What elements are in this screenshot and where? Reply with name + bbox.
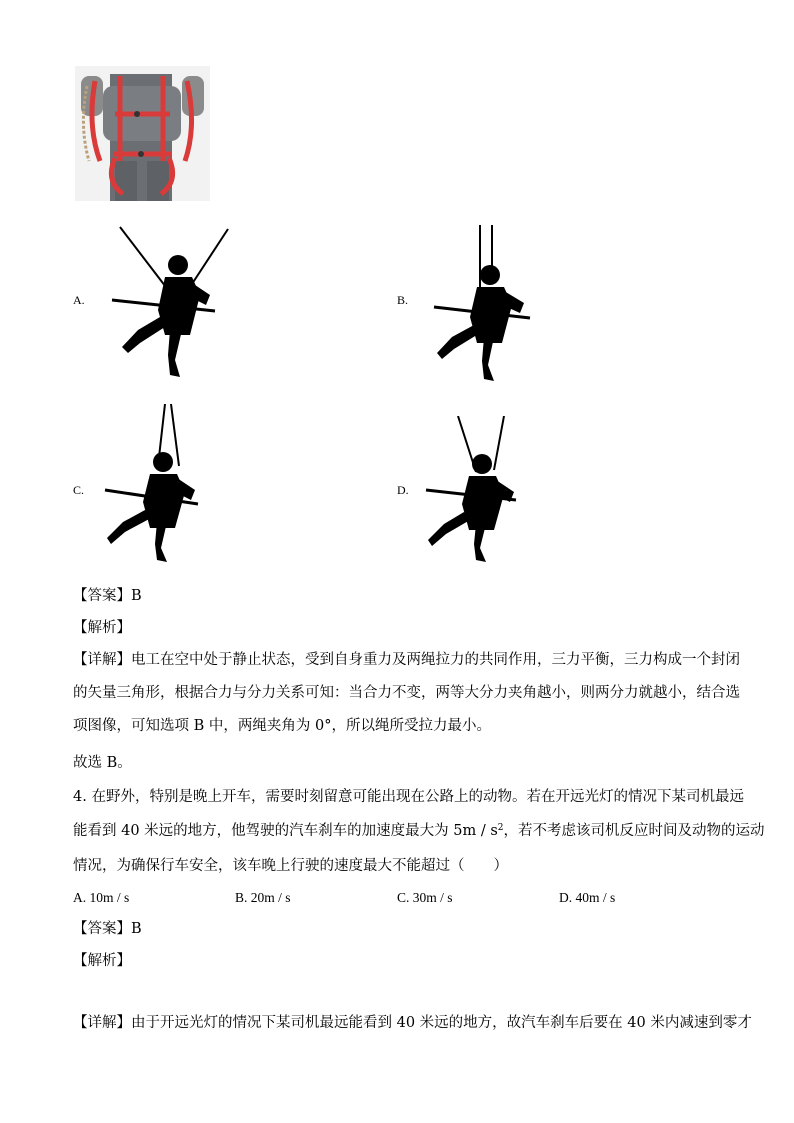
option-c-label: C. [73, 483, 85, 497]
q4-exponent: 2 [497, 823, 504, 833]
detail-text-1: 电工在空中处于静止状态，受到自身重力及两绳拉力的共同作用，三力平衡，三力构成一个封闭 [131, 652, 740, 668]
q4-choice-d: D. 40m / s [559, 890, 616, 905]
q4-choice-b: B. 20m / s [235, 890, 291, 905]
safety-harness-image [75, 66, 210, 201]
q4-answer-tag: 【答案】 [73, 921, 131, 937]
answer-tag: 【答案】 [73, 588, 131, 604]
q3-answer [73, 586, 142, 606]
q4-stem-line-1: 4. 在野外，特别是晚上开车，需要时刻留意可能出现在公路上的动物。若在开远光灯的情况下某司机最远 [73, 789, 744, 805]
q3-detail-line-1 [73, 650, 740, 670]
q4-answer [73, 919, 142, 939]
safety-harness-photo [75, 66, 210, 201]
q3-detail-line-3: 项图像，可知选项 B 中，两绳夹角为 0°，所以绳所受拉力最小。 [73, 718, 491, 734]
q4-stem-line-2-pre: 能看到 40 米远的地方，他驾驶的汽车刹车的加速度最大为 5m / s [73, 823, 498, 839]
detail-tag: 【详解】 [73, 652, 131, 668]
option-d-label: D. [397, 483, 409, 497]
q4-stem-line-3: 情况，为确保行车安全，该车晚上行驶的速度最大不能超过（ ） [73, 858, 508, 874]
hanging-electrician-v-ropes-icon [110, 225, 235, 380]
q4-answer-value: B [131, 921, 142, 937]
hanging-electrician-near-parallel-ropes-icon [103, 404, 203, 564]
q4-analysis-tag: 【解析】 [73, 953, 131, 969]
q3-detail-line-2: 的矢量三角形，根据合力与分力关系可知：当合力不变，两等大分力夹角越小，则两分力就越小，结合选 [73, 685, 740, 701]
option-a-label: A. [73, 293, 85, 307]
q4-stem-line-2-post: ，若不考虑该司机反应时间及动物的运动 [503, 823, 765, 839]
option-b-label: B. [397, 293, 409, 307]
q4-choice-a: A. 10m / s [73, 890, 130, 905]
analysis-tag: 【解析】 [73, 620, 131, 636]
q3-analysis-heading [73, 618, 131, 638]
q4-choice-c: C. 30m / s [397, 890, 453, 905]
answer-value: B [131, 588, 142, 604]
q4-stem-line-2 [73, 821, 765, 841]
q4-detail-text-1: 由于开远光灯的情况下某司机最远能看到 40 米远的地方，故汽车刹车后要在 40 米内减速到零才 [131, 1015, 752, 1031]
hanging-electrician-parallel-ropes-icon [432, 225, 537, 383]
q4-analysis-heading [73, 951, 131, 971]
q4-detail-line-1 [73, 1013, 752, 1033]
q3-conclusion: 故选 B。 [73, 755, 132, 771]
q4-detail-tag: 【详解】 [73, 1015, 131, 1031]
hanging-electrician-small-angle-ropes-icon [424, 416, 524, 564]
